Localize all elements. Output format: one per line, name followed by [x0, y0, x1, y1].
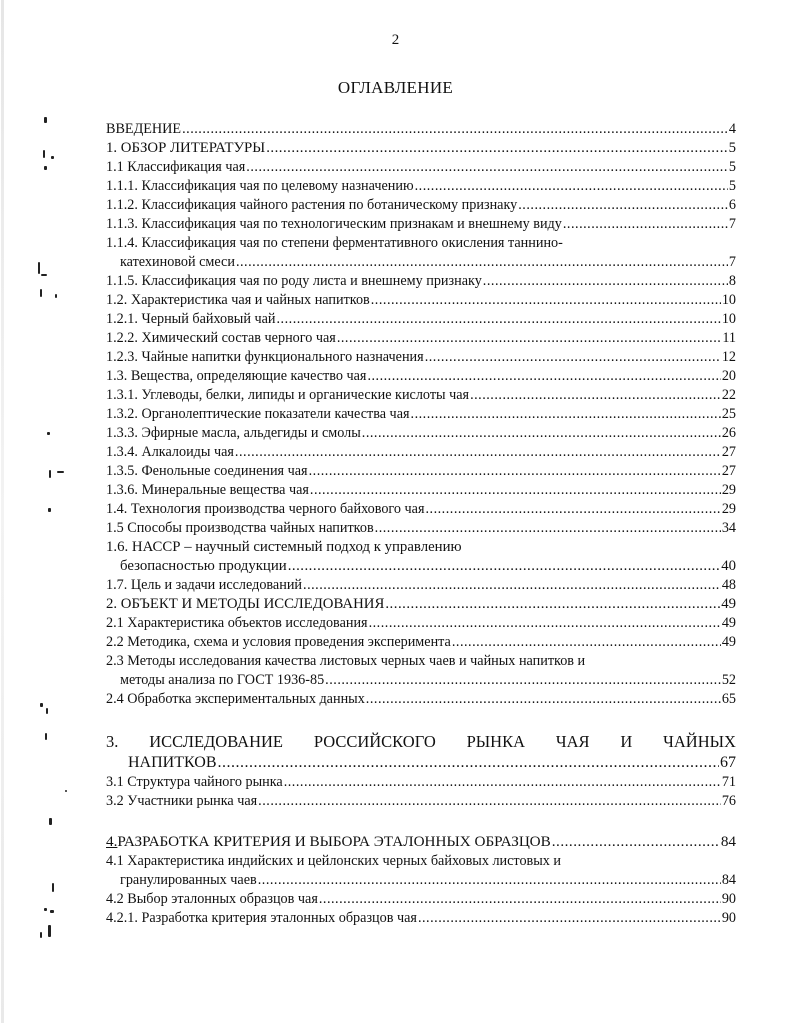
- toc-entry-text: 1.2.3. Чайные напитки функционального назначения: [106, 349, 424, 365]
- toc-page-number: 5: [728, 178, 736, 194]
- toc-entry: [106, 253, 736, 272]
- toc-entry-text: 4.2.1. Разработка критерия эталонных образцов чая: [106, 910, 417, 926]
- scan-speck: [57, 471, 64, 473]
- dot-leader: [367, 367, 720, 386]
- dot-leader: [284, 773, 721, 792]
- toc-heading-line: [106, 731, 736, 752]
- toc-heading-word: ЧАЙНЫХ: [663, 732, 736, 751]
- dot-leader: [258, 792, 721, 811]
- toc-entry-text: 1.1.2. Классификация чайного растения по ботаническому признаку: [106, 197, 518, 213]
- toc-entry-text: 1.2.1. Черный байховый чай: [106, 311, 276, 327]
- toc-entry: [106, 500, 736, 519]
- toc-entry-text: 2.4 Обработка экспериментальных данных: [106, 691, 365, 707]
- toc-entry: [106, 215, 736, 234]
- toc-entry-text: 1.4. Технология производства черного байхового чая: [106, 501, 425, 517]
- toc-entry-text: ВВЕДЕНИЕ: [106, 121, 182, 137]
- dot-leader: [277, 310, 721, 329]
- toc-page-number: 34: [721, 520, 736, 536]
- toc-entry: [106, 557, 736, 576]
- toc-entry-text: 4.2 Выбор эталонных образцов чая: [106, 891, 318, 907]
- scan-edge: [1, 0, 4, 1023]
- toc-entry: [106, 139, 736, 158]
- toc-entry: [106, 831, 736, 852]
- toc-entry: [106, 909, 736, 928]
- toc-entry-text: 1.2. Характеристика чая и чайных напитков: [106, 292, 370, 308]
- toc-page-number: 84: [721, 872, 736, 888]
- toc-entry: [106, 671, 736, 690]
- dot-leader: [303, 576, 721, 595]
- toc-entry-text: безопасностью продукции: [120, 558, 287, 574]
- toc-page-number: 4: [728, 121, 736, 137]
- toc-entry-number: 4.: [106, 833, 118, 850]
- toc-page-number: 49: [721, 615, 736, 631]
- toc-entry-text: методы анализа по ГОСТ 1936-85: [120, 672, 325, 688]
- dot-leader: [288, 557, 721, 576]
- scan-speck: [48, 925, 51, 937]
- dot-leader: [563, 215, 728, 234]
- dot-leader: [310, 481, 721, 500]
- toc-entry: [106, 386, 736, 405]
- toc-entry: [106, 196, 736, 215]
- toc-entry: [106, 291, 736, 310]
- toc-entry-text: 1.3.2. Органолептические показатели качества чая: [106, 406, 410, 422]
- toc-entry: [106, 310, 736, 329]
- toc-page-number: 71: [721, 774, 736, 790]
- toc-entry-text: 1.3.4. Алкалоиды чая: [106, 444, 234, 460]
- toc-page-number: 84: [720, 833, 736, 850]
- toc-page-number: 90: [721, 891, 736, 907]
- toc-entry: [106, 424, 736, 443]
- toc-entry: [106, 690, 736, 709]
- toc-entry: [106, 234, 736, 253]
- toc-entry: [106, 852, 736, 871]
- toc-entry: [106, 443, 736, 462]
- toc-page-number: 49: [721, 596, 736, 612]
- scan-speck: [65, 790, 67, 792]
- toc-entry-text: 2. ОБЪЕКТ И МЕТОДЫ ИССЛЕДОВАНИЯ: [106, 596, 385, 612]
- page-number: 2: [391, 32, 400, 48]
- toc-page-number: 90: [721, 910, 736, 926]
- toc-page-number: 67: [720, 754, 736, 771]
- toc-entry-text: 2.1 Характеристика объектов исследования: [106, 615, 368, 631]
- toc-page-number: 49: [721, 634, 736, 650]
- scan-speck: [47, 432, 50, 435]
- dot-leader: [425, 348, 721, 367]
- toc-entry-text: РАЗРАБОТКА КРИТЕРИЯ И ВЫБОРА ЭТАЛОННЫХ ОБРАЗЦОВ: [117, 833, 551, 850]
- toc-entry-text: 1.3.3. Эфирные масла, альдегиды и смолы: [106, 425, 361, 441]
- toc-entry: [106, 792, 736, 811]
- dot-leader: [337, 329, 722, 348]
- toc-heading-word: ИССЛЕДОВАНИЕ: [149, 732, 283, 751]
- dot-leader: [309, 462, 721, 481]
- toc-entry: [106, 731, 736, 752]
- scan-speck: [44, 166, 47, 170]
- toc-page-number: 65: [721, 691, 736, 707]
- toc-entry: [106, 614, 736, 633]
- toc-entry-text: 1.1.5. Классификация чая по роду листа и внешнему признаку: [106, 273, 482, 289]
- toc-entry-text: 2.3 Методы исследования качества листовых черных чаев и чайных напитков и: [106, 653, 586, 669]
- dot-leader: [366, 690, 721, 709]
- toc-entry-text: 2.2 Методика, схема и условия проведения эксперимента: [106, 634, 451, 650]
- dot-leader: [235, 443, 721, 462]
- toc-entry: [106, 272, 736, 291]
- toc-heading-word: 3.: [106, 732, 119, 751]
- toc-page-number: 29: [721, 501, 736, 517]
- toc-page-number: 20: [721, 368, 736, 384]
- toc-page-number: 12: [721, 349, 736, 365]
- dot-leader: [325, 671, 721, 690]
- scan-speck: [40, 289, 42, 297]
- toc-heading-word: РЫНКА: [466, 732, 526, 751]
- toc-entry: [106, 158, 736, 177]
- page-title: ОГЛАВЛЕНИЕ: [337, 78, 454, 97]
- toc-page-number: 8: [728, 273, 736, 289]
- toc-page-number: 5: [728, 159, 736, 175]
- toc-entry: [106, 595, 736, 614]
- dot-leader: [319, 890, 721, 909]
- toc-heading-word: ЧАЯ: [555, 732, 590, 751]
- toc-page-number: 10: [721, 292, 736, 308]
- scan-speck: [40, 932, 42, 938]
- toc-page-number: 6: [728, 197, 736, 213]
- toc-entry: [106, 348, 736, 367]
- toc-entry: [106, 519, 736, 538]
- toc-page-number: 25: [721, 406, 736, 422]
- dot-leader: [411, 405, 721, 424]
- dot-leader: [246, 158, 728, 177]
- toc-entry: [106, 177, 736, 196]
- dot-leader: [425, 500, 720, 519]
- toc-page-number: 27: [721, 444, 736, 460]
- dot-leader: [362, 424, 721, 443]
- dot-leader: [483, 272, 728, 291]
- scan-speck: [49, 470, 51, 478]
- dot-leader: [266, 139, 727, 158]
- scan-speck: [51, 156, 54, 159]
- scan-speck: [43, 150, 45, 158]
- toc-entry-text: 1.3. Вещества, определяющие качество чая: [106, 368, 367, 384]
- toc-page-number: 40: [721, 558, 736, 574]
- dot-leader: [470, 386, 721, 405]
- toc-entry: [106, 576, 736, 595]
- toc-entry: [106, 538, 736, 557]
- toc-page-number: 27: [721, 463, 736, 479]
- toc-entry: [106, 773, 736, 792]
- toc-entry-text: НАПИТКОВ: [128, 754, 217, 771]
- toc-page-number: 76: [721, 793, 736, 809]
- dot-leader: [552, 831, 720, 852]
- toc-entry: [106, 633, 736, 652]
- scan-speck: [50, 910, 54, 913]
- toc-page-number: 29: [721, 482, 736, 498]
- toc-page-number: 11: [722, 330, 736, 346]
- toc-entry-text: 1.6. НАССР – научный системный подход к управлению: [106, 539, 462, 555]
- toc-page-number: 26: [721, 425, 736, 441]
- toc-entry-text: 1.5 Способы производства чайных напитков: [106, 520, 374, 536]
- scan-speck: [49, 818, 52, 825]
- section-spacer: [106, 811, 736, 831]
- toc-entry-text: 1. ОБЗОР ЛИТЕРАТУРЫ: [106, 140, 266, 156]
- toc-page-number: 48: [721, 577, 736, 593]
- toc-entry-text: 1.2.2. Химический состав черного чая: [106, 330, 336, 346]
- scan-speck: [41, 274, 47, 276]
- scan-speck: [55, 294, 57, 298]
- dot-leader: [218, 752, 720, 773]
- toc-entry: [106, 120, 736, 139]
- toc-entry-text: 1.3.6. Минеральные вещества чая: [106, 482, 309, 498]
- toc-entry: [106, 652, 736, 671]
- scan-speck: [44, 117, 47, 123]
- toc-entry-text: 1.1.1. Классификация чая по целевому назначению: [106, 178, 414, 194]
- dot-leader: [375, 519, 721, 538]
- toc-entry: [106, 481, 736, 500]
- dot-leader: [258, 871, 721, 890]
- dot-leader: [385, 595, 720, 614]
- toc-page-number: 52: [721, 672, 736, 688]
- toc-page-number: 7: [728, 254, 736, 270]
- toc-entry-text: гранулированных чаев: [120, 872, 257, 888]
- toc-entry-text: катехиновой смеси: [120, 254, 235, 270]
- dot-leader: [371, 291, 721, 310]
- toc-page-number: 22: [721, 387, 736, 403]
- toc-entry-text: 3.2 Участники рынка чая: [106, 793, 258, 809]
- toc-heading-word: РОССИЙСКОГО: [313, 732, 436, 751]
- table-of-contents: [106, 120, 736, 928]
- dot-leader: [369, 614, 721, 633]
- scan-speck: [46, 708, 48, 714]
- toc-page-number: 10: [721, 311, 736, 327]
- toc-heading-word: И: [620, 732, 633, 751]
- scan-speck: [48, 508, 51, 512]
- toc-entry-text: 3.1 Структура чайного рынка: [106, 774, 283, 790]
- section-spacer: [106, 709, 736, 731]
- toc-page-number: 5: [728, 140, 736, 156]
- toc-entry-text: 1.1 Классификация чая: [106, 159, 246, 175]
- toc-entry: [106, 871, 736, 890]
- scan-speck: [44, 908, 47, 911]
- toc-entry-text: 1.3.1. Углеводы, белки, липиды и органические кислоты чая: [106, 387, 470, 403]
- toc-entry-text: 1.3.5. Фенольные соединения чая: [106, 463, 308, 479]
- scan-speck: [38, 262, 40, 274]
- toc-entry-text: 1.1.4. Классификация чая по степени ферментативного окисления таннино-: [106, 235, 563, 251]
- scan-speck: [52, 883, 54, 892]
- toc-entry: [106, 405, 736, 424]
- toc-entry: [106, 462, 736, 481]
- toc-entry-text: 1.7. Цель и задачи исследований: [106, 577, 303, 593]
- toc-entry: [106, 329, 736, 348]
- dot-leader: [236, 253, 728, 272]
- dot-leader: [452, 633, 721, 652]
- dot-leader: [415, 177, 728, 196]
- toc-entry-text: 1.1.3. Классификация чая по технологическим признакам и внешнему виду: [106, 216, 562, 232]
- dot-leader: [518, 196, 728, 215]
- toc-entry: [106, 367, 736, 386]
- toc-page-number: 7: [728, 216, 736, 232]
- toc-entry-text: 4.1 Характеристика индийских и цейлонских черных байховых листовых и: [106, 853, 561, 869]
- scan-speck: [40, 703, 43, 707]
- dot-leader: [182, 120, 728, 139]
- dot-leader: [418, 909, 721, 928]
- toc-entry: [106, 890, 736, 909]
- toc-entry: [106, 752, 736, 773]
- scan-speck: [45, 733, 47, 740]
